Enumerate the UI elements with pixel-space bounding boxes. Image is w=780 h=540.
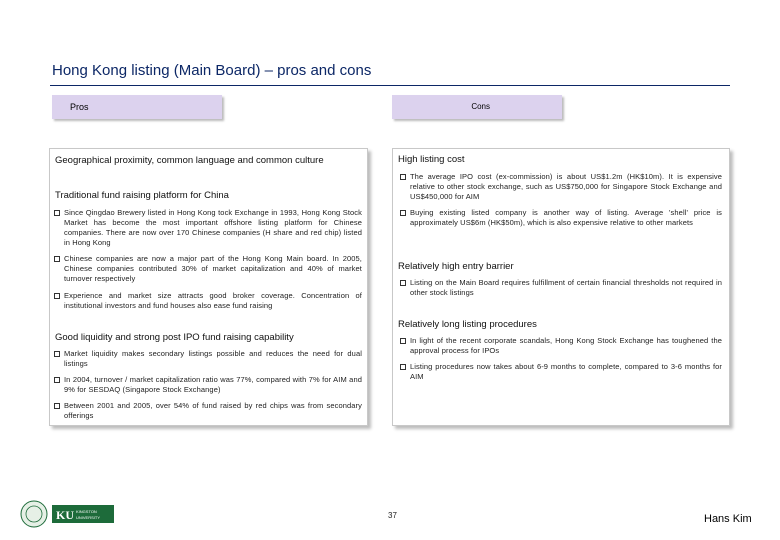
pros-section-heading: Traditional fund raising platform for China	[55, 190, 229, 201]
bullet-box-icon	[400, 174, 406, 180]
bullet-box-icon	[400, 338, 406, 344]
bullet-box-icon	[54, 256, 60, 262]
page-number: 37	[388, 511, 397, 520]
svg-text:KINGSTON: KINGSTON	[76, 509, 97, 514]
page-title: Hong Kong listing (Main Board) – pros and cons	[52, 62, 372, 79]
author-name: Hans Kim	[704, 513, 752, 525]
pros-bullet: Since Qingdao Brewery listed in Hong Kong tock Exchange in 1993, Hong Kong Stock Market has become the most important offshore listing platform for Chinese companies. There are now over 170 Chinese companies (H share and red chip) listed in Hong Kong	[64, 208, 362, 248]
pros-bullet: Chinese companies are now a major part of the Hong Kong Main board. In 2005, Chinese companies contributed 30% of market capitalization and 40% of market turnover respectively	[64, 254, 362, 284]
cons-section-heading: High listing cost	[398, 154, 465, 165]
pros-section-heading: Geographical proximity, common language and common culture	[55, 155, 324, 166]
cons-bullet: Listing procedures now takes about 6-9 months to complete, compared to 3-6 months for AIM	[410, 362, 722, 382]
bullet-box-icon	[54, 403, 60, 409]
title-divider	[50, 85, 730, 86]
bullet-box-icon	[400, 210, 406, 216]
cons-section-heading: Relatively high entry barrier	[398, 261, 514, 272]
bullet-box-icon	[54, 351, 60, 357]
crest-icon	[21, 501, 47, 527]
bullet-box-icon	[400, 364, 406, 370]
svg-text:KU: KU	[56, 508, 74, 522]
cons-bullet: In light of the recent corporate scandals, Hong Kong Stock Exchange has toughened the approval process for IPOs	[410, 336, 722, 356]
cons-bullet: Buying existing listed company is another way of listing. Average 'shell' price is approximately US$6m (HK$50m), which is also expensive relative to other markets	[410, 208, 722, 228]
cons-bullet: The average IPO cost (ex-commission) is about US$1.2m (HK$10m). It is expensive relative to other stock exchange, such as US$750,000 for Singapore Stock Exchange and US$450,000 for AIM	[410, 172, 722, 202]
pros-header: Pros	[52, 95, 222, 119]
cons-section-heading: Relatively long listing procedures	[398, 319, 537, 330]
pros-bullet: Experience and market size attracts good broker coverage. Concentration of institutional investors and fund houses also ease fund raising	[64, 291, 362, 311]
cons-bullet: Listing on the Main Board requires fulfillment of certain financial thresholds not required in other stock listings	[410, 278, 722, 298]
pros-bullet: Between 2001 and 2005, over 54% of fund raised by red chips was from secondary offerings	[64, 401, 362, 421]
bullet-box-icon	[54, 293, 60, 299]
svg-text:UNIVERSITY: UNIVERSITY	[76, 515, 101, 520]
cons-header: Cons	[392, 95, 562, 119]
pros-bullet: In 2004, turnover / market capitalization ratio was 77%, compared with 7% for AIM and 9% for SESDAQ (Singapore Stock Exchange)	[64, 375, 362, 395]
pros-section-heading: Good liquidity and strong post IPO fund raising capability	[55, 332, 294, 343]
bullet-box-icon	[54, 210, 60, 216]
bullet-box-icon	[54, 377, 60, 383]
bullet-box-icon	[400, 280, 406, 286]
university-logo	[20, 498, 116, 530]
pros-bullet: Market liquidity makes secondary listings possible and reduces the need for dual listings	[64, 349, 362, 369]
